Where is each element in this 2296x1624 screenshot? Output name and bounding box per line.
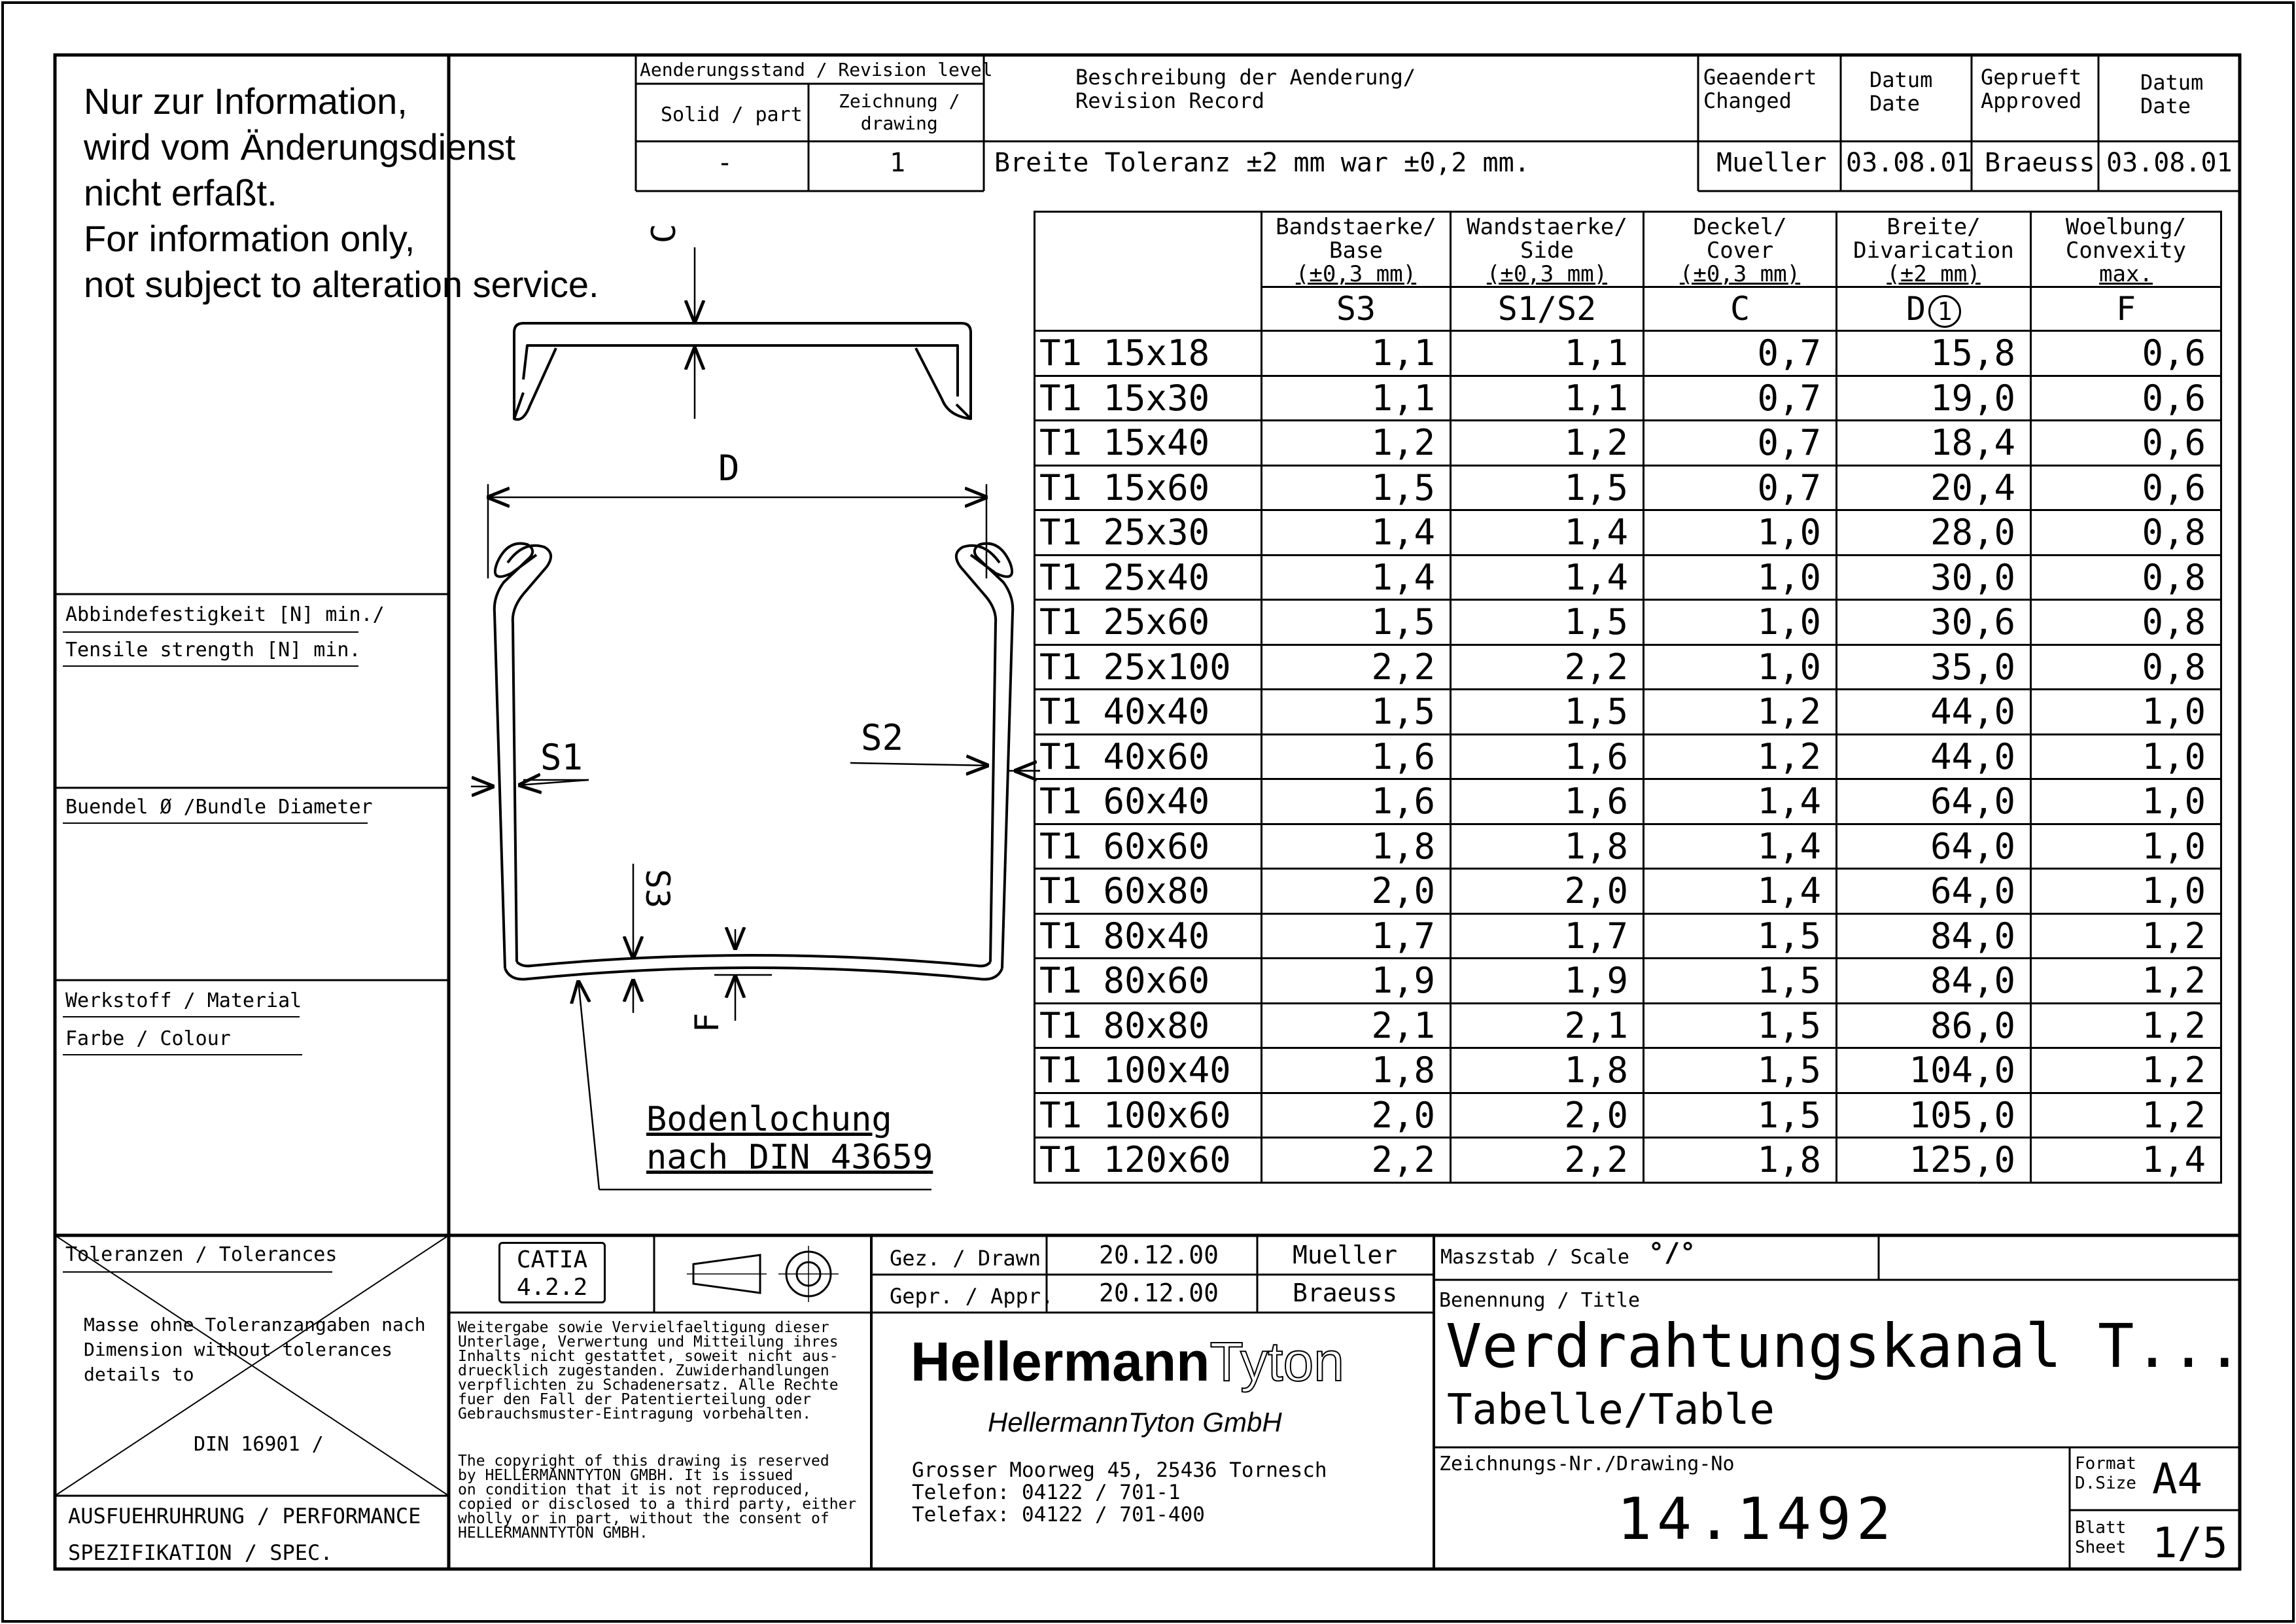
convexity-cell: 1,2 [2031, 1093, 2221, 1138]
revision-approved-label-1: Geprueft [1981, 65, 2082, 90]
convexity-cell: 1,2 [2031, 1048, 2221, 1093]
cover-thickness-cell: 1,5 [1644, 959, 1837, 1004]
dim-label-s3: S3 [638, 869, 676, 909]
convexity-cell: 0,8 [2031, 555, 2221, 600]
drawing-number-label: Zeichnungs-Nr./Drawing-No [1439, 1453, 1735, 1475]
logo-text-tyton: Tyton [1209, 1331, 1344, 1392]
header-divarication-l1: Breite/ [1887, 214, 1981, 240]
table-row [1035, 913, 2221, 959]
side-thickness-cell: 1,5 [1451, 465, 1644, 510]
base-thickness-cell: 2,0 [1262, 1093, 1451, 1138]
symbol-f: F [2031, 287, 2221, 331]
table-row [1035, 690, 2221, 735]
header-convexity-l1: Woelbung/ [2065, 214, 2187, 240]
copyright-en [458, 1454, 856, 1540]
cover-thickness-cell: 0,7 [1644, 421, 1837, 466]
convexity-cell: 0,6 [2031, 376, 2221, 421]
company-logo [911, 1332, 1344, 1391]
convexity-cell: 1,2 [2031, 959, 2221, 1004]
revision-row-approved: Braeuss [1985, 148, 2095, 178]
dim-label-d: D [718, 448, 740, 489]
product-name-cell: T1 25x100 [1035, 644, 1262, 690]
product-name-cell: T1 80x80 [1035, 1003, 1262, 1048]
copyright-de [458, 1320, 839, 1421]
symbol-d [1837, 287, 2031, 331]
convexity-cell: 1,0 [2031, 869, 2221, 914]
revision-changed-label-2: Changed [1703, 88, 1792, 113]
revision-date2-label-1: Datum [2140, 70, 2204, 95]
revision-changed-label-1: Geaendert [1703, 65, 1817, 90]
tolerance-note-2: Dimension without tolerances [84, 1339, 393, 1360]
divarication-cell: 20,4 [1837, 465, 2031, 510]
header-base-l2: Base [1329, 238, 1383, 264]
dim-label-s1: S1 [540, 737, 583, 778]
symbol-d-letter: D [1905, 290, 1926, 328]
fax-line: Telefax: 04122 / 701-400 [912, 1503, 1205, 1527]
header-divarication-l2: Divarication [1853, 238, 2014, 264]
cover-thickness-cell: 1,2 [1644, 734, 1837, 779]
table-row [1035, 869, 2221, 914]
info-line: Nur zur Information, [84, 80, 408, 122]
base-thickness-cell: 1,1 [1262, 331, 1451, 376]
divarication-cell: 125,0 [1837, 1138, 2031, 1183]
colour-label: Farbe / Colour [65, 1027, 231, 1050]
catia-label: CATIA [516, 1246, 588, 1273]
copyright-de-line: Weitergabe sowie Vervielfaeltigung dieser [458, 1319, 829, 1336]
header-cover-l3: (±0,3 mm) [1679, 261, 1801, 287]
drawn-by: Mueller [1293, 1241, 1398, 1269]
base-thickness-cell: 1,9 [1262, 959, 1451, 1004]
tolerances-label: Toleranzen / Tolerances [65, 1243, 338, 1266]
bodenlochung-note [646, 1101, 933, 1176]
catia-version: 4.2.2 [516, 1274, 588, 1301]
sheet-label-1: Blatt [2075, 1518, 2127, 1538]
convexity-cell: 0,8 [2031, 510, 2221, 556]
copyright-en-line: HELLERMANNTYTON GMBH. [458, 1525, 648, 1542]
revision-level-label: Aenderungsstand / Revision level [640, 59, 993, 80]
side-thickness-cell: 2,0 [1451, 869, 1644, 914]
address-line: Grosser Moorweg 45, 25436 Tornesch [912, 1458, 1327, 1482]
material-label: Werkstoff / Material [65, 989, 302, 1012]
side-thickness-cell: 1,4 [1451, 510, 1644, 556]
base-thickness-cell: 2,1 [1262, 1003, 1451, 1048]
product-name-cell: T1 60x40 [1035, 779, 1262, 824]
revision-row-changed: Mueller [1716, 148, 1827, 178]
din-standard: DIN 16901 / [194, 1433, 324, 1456]
company-name: HellermannTyton GmbH [988, 1407, 1282, 1438]
convexity-cell: 1,0 [2031, 824, 2221, 869]
divarication-cell: 44,0 [1837, 734, 2031, 779]
performance-label: AUSFUEHRUHRUNG / PERFORMANCE [68, 1504, 421, 1528]
info-line: For information only, [84, 218, 415, 259]
dimension-table [1034, 211, 2222, 1184]
divarication-cell: 30,0 [1837, 555, 2031, 600]
convexity-cell: 1,4 [2031, 1138, 2221, 1183]
revision-date2-label-2: Date [2140, 94, 2191, 118]
base-thickness-cell: 1,4 [1262, 510, 1451, 556]
base-thickness-cell: 1,5 [1262, 690, 1451, 735]
bundle-label: Buendel Ø /Bundle Diameter [65, 796, 373, 819]
copyright-en-line: wholly or in part, without the consent of [458, 1510, 829, 1527]
cover-thickness-cell: 1,4 [1644, 779, 1837, 824]
cover-thickness-cell: 1,0 [1644, 555, 1837, 600]
sheet-value: 1/5 [2152, 1519, 2228, 1568]
side-thickness-cell: 2,0 [1451, 1093, 1644, 1138]
product-name-cell: T1 25x30 [1035, 510, 1262, 556]
projection-symbol-icon [680, 1243, 857, 1303]
catia-badge [498, 1242, 606, 1303]
divarication-cell: 64,0 [1837, 779, 2031, 824]
sheet-label-2: Sheet [2075, 1538, 2127, 1557]
table-header-blank [1035, 212, 1262, 331]
product-name-cell: T1 100x60 [1035, 1093, 1262, 1138]
cover-thickness-cell: 1,4 [1644, 824, 1837, 869]
header-base-l1: Bandstaerke/ [1276, 214, 1436, 240]
base-thickness-cell: 2,2 [1262, 644, 1451, 690]
copyright-en-line: by HELLERMANNTYTON GMBH. It is issued [458, 1467, 793, 1484]
side-thickness-cell: 2,1 [1451, 1003, 1644, 1048]
divarication-cell: 30,6 [1837, 600, 2031, 645]
revision-drawing-label-1: Zeichnung / [839, 90, 960, 112]
symbol-s1s2: S1/S2 [1451, 287, 1644, 331]
table-row [1035, 376, 2221, 421]
scale-label: Maszstab / Scale [1440, 1246, 1629, 1269]
revision-date-label-2: Date [1870, 91, 1921, 116]
table-row [1035, 644, 2221, 690]
bodenlochung-line-2: nach DIN 43659 [646, 1138, 933, 1177]
tensile-label-en: Tensile strength [N] min. [65, 639, 361, 662]
side-thickness-cell: 1,8 [1451, 1048, 1644, 1093]
revision-desc-label-2: Revision Record [1075, 88, 1264, 113]
header-side-l2: Side [1520, 238, 1574, 264]
divarication-cell: 86,0 [1837, 1003, 2031, 1048]
copyright-de-line: druecklich zugestanden. Zuwiderhandlungen [458, 1362, 829, 1379]
format-value: A4 [2152, 1455, 2203, 1504]
table-header-row [1035, 212, 2221, 287]
cover-thickness-cell: 0,7 [1644, 331, 1837, 376]
header-base [1262, 212, 1451, 287]
convexity-cell: 1,2 [2031, 913, 2221, 959]
revision-row-date: 03.08.01 [1846, 148, 1972, 178]
drawing-number: 14.1492 [1617, 1485, 1896, 1553]
company-address [912, 1459, 1327, 1526]
revision-row-desc: Breite Toleranz ±2 mm war ±0,2 mm. [994, 148, 1530, 178]
product-name-cell: T1 15x18 [1035, 331, 1262, 376]
symbol-s3: S3 [1262, 287, 1451, 331]
revision-approved-label-2: Approved [1981, 88, 2082, 113]
header-side-l3: (±0,3 mm) [1486, 261, 1608, 287]
title-label: Benennung / Title [1439, 1289, 1641, 1312]
side-thickness-cell: 1,6 [1451, 779, 1644, 824]
base-thickness-cell: 1,4 [1262, 555, 1451, 600]
format-label-2: D.Size [2075, 1474, 2136, 1493]
cover-thickness-cell: 1,8 [1644, 1138, 1837, 1183]
symbol-c: C [1644, 287, 1837, 331]
product-name-cell: T1 15x30 [1035, 376, 1262, 421]
product-name-cell: T1 15x60 [1035, 465, 1262, 510]
cover-thickness-cell: 0,7 [1644, 376, 1837, 421]
cover-thickness-cell: 0,7 [1644, 465, 1837, 510]
drawing-title: Verdrahtungskanal T... [1446, 1311, 2243, 1381]
copyright-en-line: on condition that it is not reproduced, [458, 1481, 812, 1498]
sheet-label [2075, 1518, 2126, 1557]
side-thickness-cell: 1,6 [1451, 734, 1644, 779]
convexity-cell: 0,8 [2031, 600, 2221, 645]
base-thickness-cell: 2,2 [1262, 1138, 1451, 1183]
copyright-de-line: verpflichten zu Schadenersatz. Alle Rechte [458, 1377, 839, 1394]
table-row [1035, 1093, 2221, 1138]
divarication-cell: 84,0 [1837, 959, 2031, 1004]
header-divarication-l3: (±2 mm) [1887, 261, 1981, 287]
cover-thickness-cell: 1,4 [1644, 869, 1837, 914]
header-convexity-l3: max. [2099, 261, 2153, 287]
base-thickness-cell: 1,5 [1262, 465, 1451, 510]
divarication-cell: 64,0 [1837, 869, 2031, 914]
side-thickness-cell: 1,5 [1451, 600, 1644, 645]
table-row [1035, 1048, 2221, 1093]
approved-label: Gepr. / Appr. [890, 1284, 1054, 1309]
table-row [1035, 1003, 2221, 1048]
product-name-cell: T1 60x60 [1035, 824, 1262, 869]
info-line: not subject to alteration service. [84, 264, 599, 305]
side-thickness-cell: 1,2 [1451, 421, 1644, 466]
spec-label: SPEZIFIKATION / SPEC. [68, 1540, 333, 1565]
cover-thickness-cell: 1,0 [1644, 510, 1837, 556]
base-thickness-cell: 1,6 [1262, 779, 1451, 824]
divarication-cell: 44,0 [1837, 690, 2031, 735]
header-cover-l1: Deckel/ [1693, 214, 1787, 240]
revision-part-label: Solid / part [661, 103, 803, 126]
side-thickness-cell: 1,9 [1451, 959, 1644, 1004]
dim-label-s2: S2 [861, 717, 904, 758]
header-convexity [2031, 212, 2221, 287]
approved-date: 20.12.00 [1099, 1279, 1219, 1307]
scale-value: °/° [1648, 1238, 1696, 1268]
revision-mark-circle: 1 [1928, 295, 1961, 328]
divarication-cell: 84,0 [1837, 913, 2031, 959]
tensile-label-de: Abbindefestigkeit [N] min./ [65, 603, 385, 626]
header-side [1451, 212, 1644, 287]
revision-row-drawing: 1 [890, 148, 906, 178]
table-row [1035, 421, 2221, 466]
divarication-cell: 19,0 [1837, 376, 2031, 421]
convexity-cell: 0,8 [2031, 644, 2221, 690]
side-thickness-cell: 1,4 [1451, 555, 1644, 600]
divarication-cell: 105,0 [1837, 1093, 2031, 1138]
cover-thickness-cell: 1,5 [1644, 1093, 1837, 1138]
drawn-label: Gez. / Drawn [890, 1246, 1041, 1271]
cover-thickness-cell: 1,5 [1644, 1003, 1837, 1048]
base-thickness-cell: 1,8 [1262, 824, 1451, 869]
approved-by: Braeuss [1293, 1279, 1398, 1307]
base-thickness-cell: 1,2 [1262, 421, 1451, 466]
revision-date-label-1: Datum [1870, 67, 1933, 92]
divarication-cell: 35,0 [1837, 644, 2031, 690]
product-name-cell: T1 80x60 [1035, 959, 1262, 1004]
cover-thickness-cell: 1,2 [1644, 690, 1837, 735]
convexity-cell: 1,2 [2031, 1003, 2221, 1048]
product-name-cell: T1 60x80 [1035, 869, 1262, 914]
revision-row-part: - [717, 148, 733, 178]
header-convexity-l2: Convexity [2065, 238, 2187, 264]
divarication-cell: 64,0 [1837, 824, 2031, 869]
cover-thickness-cell: 1,0 [1644, 644, 1837, 690]
cover-thickness-cell: 1,0 [1644, 600, 1837, 645]
table-row [1035, 465, 2221, 510]
header-cover [1644, 212, 1837, 287]
product-name-cell: T1 25x60 [1035, 600, 1262, 645]
revision-desc-label-1: Beschreibung der Aenderung/ [1075, 65, 1416, 90]
bodenlochung-line-1: Bodenlochung [646, 1100, 892, 1139]
base-thickness-cell: 1,1 [1262, 376, 1451, 421]
side-thickness-cell: 1,8 [1451, 824, 1644, 869]
info-line: nicht erfaßt. [84, 172, 277, 213]
copyright-de-line: Inhalts nicht gestattet, soweit nicht aus- [458, 1348, 839, 1365]
dim-label-f: F [688, 1012, 726, 1033]
format-label-1: Format [2075, 1454, 2136, 1474]
product-name-cell: T1 40x40 [1035, 690, 1262, 735]
side-thickness-cell: 2,2 [1451, 644, 1644, 690]
header-base-l3: (±0,3 mm) [1295, 261, 1417, 287]
logo-text-hellermann: Hellermann [911, 1331, 1210, 1392]
header-divarication [1837, 212, 2031, 287]
divarication-cell: 18,4 [1837, 421, 2031, 466]
divarication-cell: 15,8 [1837, 331, 2031, 376]
tolerance-note-1: Masse ohne Toleranzangaben nach [84, 1314, 426, 1335]
cover-thickness-cell: 1,5 [1644, 913, 1837, 959]
phone-line: Telefon: 04122 / 701-1 [912, 1481, 1181, 1504]
table-row [1035, 331, 2221, 376]
base-thickness-cell: 2,0 [1262, 869, 1451, 914]
header-side-l1: Wandstaerke/ [1467, 214, 1627, 240]
table-row [1035, 510, 2221, 556]
product-name-cell: T1 40x60 [1035, 734, 1262, 779]
revision-row-date2: 03.08.01 [2106, 148, 2233, 178]
copyright-en-line: copied or disclosed to a third party, either [458, 1496, 857, 1513]
base-thickness-cell: 1,6 [1262, 734, 1451, 779]
product-name-cell: T1 120x60 [1035, 1138, 1262, 1183]
product-name-cell: T1 80x40 [1035, 913, 1262, 959]
dim-label-c: C [645, 223, 683, 243]
base-thickness-cell: 1,8 [1262, 1048, 1451, 1093]
copyright-de-line: fuer den Fall der Patentierteilung oder [458, 1391, 812, 1408]
cover-thickness-cell: 1,5 [1644, 1048, 1837, 1093]
copyright-de-line: Unterlage, Verwertung und Mitteilung ihres [458, 1333, 839, 1350]
side-thickness-cell: 1,1 [1451, 376, 1644, 421]
divarication-cell: 28,0 [1837, 510, 2031, 556]
convexity-cell: 0,6 [2031, 421, 2221, 466]
info-line: wird vom Änderungsdienst [84, 126, 515, 168]
copyright-en-line: The copyright of this drawing is reserved [458, 1453, 829, 1470]
side-thickness-cell: 1,7 [1451, 913, 1644, 959]
drawing-subtitle: Tabelle/Table [1447, 1386, 1775, 1434]
product-name-cell: T1 25x40 [1035, 555, 1262, 600]
side-thickness-cell: 1,5 [1451, 690, 1644, 735]
table-row [1035, 779, 2221, 824]
base-thickness-cell: 1,5 [1262, 600, 1451, 645]
convexity-cell: 0,6 [2031, 465, 2221, 510]
side-thickness-cell: 2,2 [1451, 1138, 1644, 1183]
revision-drawing-label-2: drawing [860, 113, 938, 134]
table-row [1035, 959, 2221, 1004]
table-row [1035, 1138, 2221, 1183]
convexity-cell: 1,0 [2031, 779, 2221, 824]
table-row [1035, 734, 2221, 779]
product-name-cell: T1 100x40 [1035, 1048, 1262, 1093]
copyright-de-line: Gebrauchsmuster-Eintragung vorbehalten. [458, 1405, 812, 1422]
table-row [1035, 555, 2221, 600]
drawn-date: 20.12.00 [1099, 1241, 1219, 1269]
table-row [1035, 600, 2221, 645]
convexity-cell: 1,0 [2031, 690, 2221, 735]
tolerance-note-3: details to [84, 1364, 194, 1385]
side-thickness-cell: 1,1 [1451, 331, 1644, 376]
header-cover-l2: Cover [1706, 238, 1774, 264]
table-row [1035, 824, 2221, 869]
format-label [2075, 1454, 2136, 1493]
product-name-cell: T1 15x40 [1035, 421, 1262, 466]
divarication-cell: 104,0 [1837, 1048, 2031, 1093]
convexity-cell: 0,6 [2031, 331, 2221, 376]
base-thickness-cell: 1,7 [1262, 913, 1451, 959]
convexity-cell: 1,0 [2031, 734, 2221, 779]
